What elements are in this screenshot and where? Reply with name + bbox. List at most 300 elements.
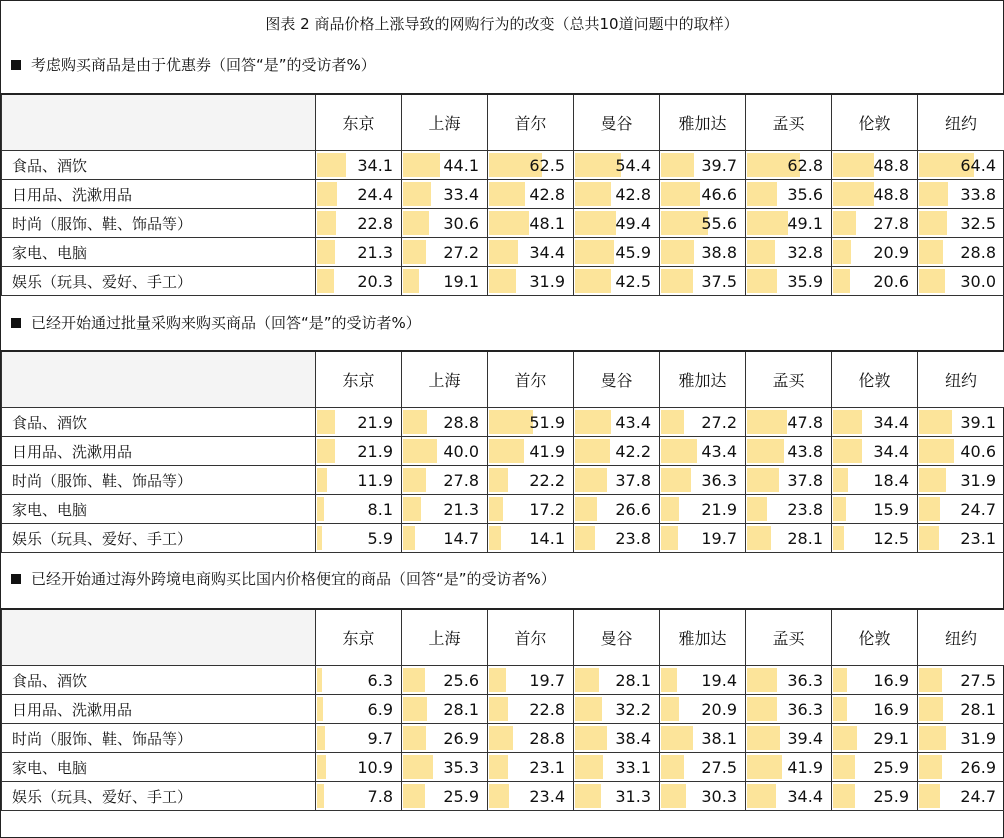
value-label: 14.7 (443, 528, 479, 548)
value-cell (402, 238, 488, 267)
value-bar (661, 153, 694, 177)
column-header: 首尔 (488, 94, 574, 151)
value-bar (833, 526, 844, 550)
value-bar (833, 153, 874, 177)
value-cell (402, 724, 488, 753)
value-cell (746, 180, 832, 209)
value-label: 48.8 (873, 155, 909, 175)
value-cell (832, 151, 918, 180)
value-label: 9.7 (367, 728, 393, 748)
header-corner (2, 609, 316, 666)
value-label: 62.8 (787, 155, 823, 175)
value-cell (746, 666, 832, 695)
value-label: 7.8 (367, 786, 393, 806)
column-header: 孟买 (746, 94, 832, 151)
value-cell (660, 180, 746, 209)
value-label: 26.9 (960, 757, 996, 777)
value-cell (574, 238, 660, 267)
value-cell (574, 524, 660, 553)
value-bar (919, 697, 943, 721)
value-bar (919, 526, 939, 550)
column-header: 上海 (402, 351, 488, 408)
value-bar (317, 211, 336, 235)
value-bar (489, 468, 508, 492)
column-header: 伦敦 (832, 94, 918, 151)
column-header: 首尔 (488, 609, 574, 666)
value-bar (575, 668, 599, 692)
value-cell (316, 180, 402, 209)
value-label: 27.5 (701, 757, 737, 777)
row-label: 娱乐（玩具、爱好、手工） (2, 782, 316, 811)
value-label: 14.1 (529, 528, 565, 548)
value-cell (660, 753, 746, 782)
value-cell (488, 753, 574, 782)
value-cell (488, 408, 574, 437)
value-bar (403, 726, 426, 750)
value-cell (316, 666, 402, 695)
value-bar (661, 526, 678, 550)
value-label: 30.6 (443, 213, 479, 233)
value-label: 19.7 (701, 528, 737, 548)
column-header: 伦敦 (832, 351, 918, 408)
value-label: 20.3 (357, 271, 393, 291)
value-label: 33.8 (960, 184, 996, 204)
value-bar (661, 726, 693, 750)
value-cell (832, 695, 918, 724)
value-bar (747, 668, 777, 692)
value-cell (574, 666, 660, 695)
value-cell (746, 209, 832, 238)
value-label: 21.9 (357, 412, 393, 432)
value-label: 43.4 (615, 412, 651, 432)
value-label: 32.8 (787, 242, 823, 262)
row-label: 食品、酒饮 (2, 151, 316, 180)
value-label: 29.1 (873, 728, 909, 748)
value-cell (832, 724, 918, 753)
value-cell (402, 151, 488, 180)
value-cell (402, 466, 488, 495)
value-cell (402, 695, 488, 724)
value-bar (489, 439, 524, 463)
value-label: 42.8 (529, 184, 565, 204)
value-label: 37.8 (615, 470, 651, 490)
value-label: 28.1 (960, 699, 996, 719)
value-label: 25.9 (873, 757, 909, 777)
value-bar (403, 497, 421, 521)
value-label: 16.9 (873, 670, 909, 690)
table-row (2, 724, 1004, 753)
value-cell (316, 695, 402, 724)
value-cell (660, 724, 746, 753)
value-cell (316, 209, 402, 238)
value-cell (660, 238, 746, 267)
value-bar (661, 410, 684, 434)
value-cell (488, 209, 574, 238)
value-cell (402, 408, 488, 437)
value-bar (747, 497, 767, 521)
value-label: 28.1 (787, 528, 823, 548)
value-cell (660, 267, 746, 296)
value-label: 28.8 (529, 728, 565, 748)
value-bar (403, 269, 419, 293)
value-cell (402, 666, 488, 695)
value-label: 38.8 (701, 242, 737, 262)
value-cell (746, 267, 832, 296)
value-label: 34.1 (357, 155, 393, 175)
value-cell (832, 466, 918, 495)
value-cell (316, 495, 402, 524)
row-label: 食品、酒饮 (2, 666, 316, 695)
value-label: 40.0 (443, 441, 479, 461)
value-bar (575, 439, 610, 463)
value-label: 34.4 (529, 242, 565, 262)
value-label: 21.9 (701, 499, 737, 519)
row-label: 日用品、洗漱用品 (2, 695, 316, 724)
value-label: 41.9 (529, 441, 565, 461)
value-cell (832, 180, 918, 209)
value-label: 8.1 (367, 499, 393, 519)
value-bar (833, 410, 862, 434)
value-label: 62.5 (529, 155, 565, 175)
value-cell (488, 238, 574, 267)
value-label: 16.9 (873, 699, 909, 719)
value-cell (746, 524, 832, 553)
value-cell (488, 267, 574, 296)
value-bar (661, 269, 693, 293)
value-bar (661, 468, 691, 492)
value-label: 22.8 (357, 213, 393, 233)
value-bar (317, 269, 334, 293)
value-cell (316, 151, 402, 180)
table-row (2, 666, 1004, 695)
value-bar (575, 468, 607, 492)
value-bar (403, 153, 440, 177)
value-bar (919, 182, 948, 206)
value-cell (832, 524, 918, 553)
value-cell (488, 524, 574, 553)
value-cell (746, 724, 832, 753)
value-cell (488, 151, 574, 180)
table-row (2, 238, 1004, 267)
value-cell (316, 267, 402, 296)
value-bar (833, 269, 850, 293)
value-label: 10.9 (357, 757, 393, 777)
value-label: 34.4 (873, 441, 909, 461)
table-row (2, 267, 1004, 296)
value-bar (403, 755, 433, 779)
value-cell (832, 238, 918, 267)
value-label: 28.1 (443, 699, 479, 719)
value-bar (403, 439, 437, 463)
value-bar (317, 182, 337, 206)
value-cell (316, 408, 402, 437)
table-crossborder (1, 608, 1004, 811)
value-bar (489, 497, 503, 521)
value-label: 25.9 (873, 786, 909, 806)
value-label: 32.2 (615, 699, 651, 719)
value-label: 51.9 (529, 412, 565, 432)
square-bullet-icon (11, 318, 21, 328)
value-cell (660, 666, 746, 695)
value-bar (833, 668, 847, 692)
value-bar (661, 697, 679, 721)
section-label-coupon (11, 54, 376, 75)
value-cell (918, 666, 1004, 695)
value-label: 5.9 (367, 528, 393, 548)
row-label: 家电、电脑 (2, 238, 316, 267)
value-label: 21.3 (443, 499, 479, 519)
value-label: 45.9 (615, 242, 651, 262)
value-label: 44.1 (443, 155, 479, 175)
value-cell (918, 724, 1004, 753)
value-bar (575, 784, 601, 808)
value-label: 15.9 (873, 499, 909, 519)
value-bar (747, 410, 787, 434)
value-bar (747, 755, 782, 779)
value-bar (403, 697, 427, 721)
value-bar (919, 211, 947, 235)
value-bar (919, 269, 945, 293)
value-cell (488, 695, 574, 724)
value-cell (832, 209, 918, 238)
value-bar (747, 468, 779, 492)
section-title: 考虑购买商品是由于优惠券（回答“是”的受访者%） (31, 56, 376, 74)
column-header: 首尔 (488, 351, 574, 408)
value-label: 30.0 (960, 271, 996, 291)
column-header: 伦敦 (832, 609, 918, 666)
column-header: 雅加达 (660, 609, 746, 666)
value-label: 20.6 (873, 271, 909, 291)
value-cell (316, 782, 402, 811)
header-corner (2, 94, 316, 151)
value-bar (489, 668, 506, 692)
value-label: 24.7 (960, 786, 996, 806)
value-cell (316, 466, 402, 495)
value-cell (402, 782, 488, 811)
value-cell (918, 524, 1004, 553)
value-label: 30.3 (701, 786, 737, 806)
value-bar (661, 755, 684, 779)
value-bar (919, 468, 946, 492)
value-cell (574, 753, 660, 782)
value-cell (832, 408, 918, 437)
row-label: 食品、酒饮 (2, 408, 316, 437)
value-cell (660, 695, 746, 724)
row-label: 家电、电脑 (2, 753, 316, 782)
value-bar (747, 526, 771, 550)
table-row (2, 408, 1004, 437)
value-bar (575, 726, 607, 750)
value-bar (919, 410, 952, 434)
value-bar (919, 240, 943, 264)
value-label: 48.1 (529, 213, 565, 233)
value-cell (316, 724, 402, 753)
value-bar (747, 240, 775, 264)
value-label: 38.4 (615, 728, 651, 748)
value-cell (660, 408, 746, 437)
value-label: 20.9 (873, 242, 909, 262)
section-label-crossborder (11, 568, 556, 589)
value-label: 39.4 (787, 728, 823, 748)
figure-title: 图表 2 商品价格上涨导致的网购行为的改变（总共10道问题中的取样） (265, 15, 739, 33)
value-label: 27.8 (873, 213, 909, 233)
value-bar (575, 410, 611, 434)
value-bar (317, 410, 335, 434)
table-row (2, 495, 1004, 524)
section-title: 已经开始通过批量采购来购买商品（回答“是”的受访者%） (31, 314, 421, 332)
value-cell (832, 753, 918, 782)
value-bar (403, 240, 426, 264)
value-label: 36.3 (701, 470, 737, 490)
value-label: 36.3 (787, 670, 823, 690)
value-label: 43.8 (787, 441, 823, 461)
column-header: 曼谷 (574, 94, 660, 151)
row-label: 时尚（服饰、鞋、饰品等） (2, 724, 316, 753)
value-bar (317, 668, 322, 692)
value-label: 18.4 (873, 470, 909, 490)
value-label: 11.9 (357, 470, 393, 490)
value-cell (574, 437, 660, 466)
header-corner (2, 351, 316, 408)
column-header: 孟买 (746, 609, 832, 666)
value-cell (746, 753, 832, 782)
value-cell (660, 782, 746, 811)
value-bar (317, 784, 324, 808)
value-bar (575, 240, 614, 264)
value-bar (575, 182, 611, 206)
value-bar (833, 755, 855, 779)
value-label: 21.3 (357, 242, 393, 262)
column-header: 纽约 (918, 351, 1004, 408)
value-cell (832, 495, 918, 524)
value-cell (918, 437, 1004, 466)
value-label: 34.4 (873, 412, 909, 432)
value-label: 31.9 (960, 470, 996, 490)
value-bar (489, 697, 508, 721)
value-cell (746, 238, 832, 267)
row-label: 时尚（服饰、鞋、饰品等） (2, 466, 316, 495)
value-bar (747, 784, 776, 808)
column-header: 曼谷 (574, 351, 660, 408)
value-bar (747, 697, 777, 721)
value-label: 22.2 (529, 470, 565, 490)
value-bar (833, 697, 847, 721)
value-label: 42.2 (615, 441, 651, 461)
value-bar (317, 755, 326, 779)
value-cell (746, 408, 832, 437)
value-bar (833, 468, 848, 492)
table-row (2, 209, 1004, 238)
row-label: 娱乐（玩具、爱好、手工） (2, 267, 316, 296)
value-bar (403, 526, 415, 550)
value-label: 28.8 (960, 242, 996, 262)
value-bar (403, 668, 425, 692)
value-label: 64.4 (960, 155, 996, 175)
table-row (2, 151, 1004, 180)
value-bar (833, 726, 857, 750)
value-label: 26.6 (615, 499, 651, 519)
value-label: 27.8 (443, 470, 479, 490)
value-bar (317, 526, 322, 550)
value-label: 6.3 (367, 670, 393, 690)
value-label: 17.2 (529, 499, 565, 519)
value-label: 25.6 (443, 670, 479, 690)
value-bar (661, 240, 694, 264)
table-row (2, 695, 1004, 724)
value-label: 19.7 (529, 670, 565, 690)
value-label: 28.8 (443, 412, 479, 432)
value-bar (575, 497, 597, 521)
value-label: 40.6 (960, 441, 996, 461)
value-label: 12.5 (873, 528, 909, 548)
value-label: 24.4 (357, 184, 393, 204)
value-cell (574, 408, 660, 437)
value-cell (574, 466, 660, 495)
value-label: 23.8 (787, 499, 823, 519)
value-cell (918, 408, 1004, 437)
value-cell (918, 151, 1004, 180)
table-bulk (1, 350, 1004, 553)
column-header: 雅加达 (660, 94, 746, 151)
value-bar (661, 784, 686, 808)
value-label: 31.9 (529, 271, 565, 291)
value-bar (575, 755, 603, 779)
value-label: 39.1 (960, 412, 996, 432)
column-header: 纽约 (918, 94, 1004, 151)
value-label: 37.5 (701, 271, 737, 291)
value-cell (918, 753, 1004, 782)
value-label: 31.9 (960, 728, 996, 748)
row-label: 娱乐（玩具、爱好、手工） (2, 524, 316, 553)
row-label: 时尚（服饰、鞋、饰品等） (2, 209, 316, 238)
value-cell (316, 524, 402, 553)
value-cell (918, 695, 1004, 724)
value-bar (489, 755, 508, 779)
table-row (2, 180, 1004, 209)
table-coupon (1, 93, 1004, 296)
value-bar (489, 410, 533, 434)
value-label: 34.4 (787, 786, 823, 806)
table-row (2, 466, 1004, 495)
value-cell (746, 151, 832, 180)
value-label: 54.4 (615, 155, 651, 175)
value-cell (402, 267, 488, 296)
value-label: 23.1 (960, 528, 996, 548)
value-bar (489, 240, 518, 264)
value-label: 41.9 (787, 757, 823, 777)
value-bar (317, 497, 324, 521)
column-header: 孟买 (746, 351, 832, 408)
value-label: 27.5 (960, 670, 996, 690)
section-title: 已经开始通过海外跨境电商购买比国内价格便宜的商品（回答“是”的受访者%） (31, 570, 556, 588)
value-label: 27.2 (443, 242, 479, 262)
value-label: 36.3 (787, 699, 823, 719)
value-cell (832, 782, 918, 811)
column-header: 东京 (316, 609, 402, 666)
value-bar (661, 497, 679, 521)
column-header: 曼谷 (574, 609, 660, 666)
value-label: 28.1 (615, 670, 651, 690)
value-cell (574, 151, 660, 180)
value-label: 35.6 (787, 184, 823, 204)
value-cell (402, 180, 488, 209)
value-label: 43.4 (701, 441, 737, 461)
value-bar (575, 211, 616, 235)
value-label: 49.4 (615, 213, 651, 233)
value-cell (918, 238, 1004, 267)
column-header: 上海 (402, 94, 488, 151)
value-cell (402, 524, 488, 553)
